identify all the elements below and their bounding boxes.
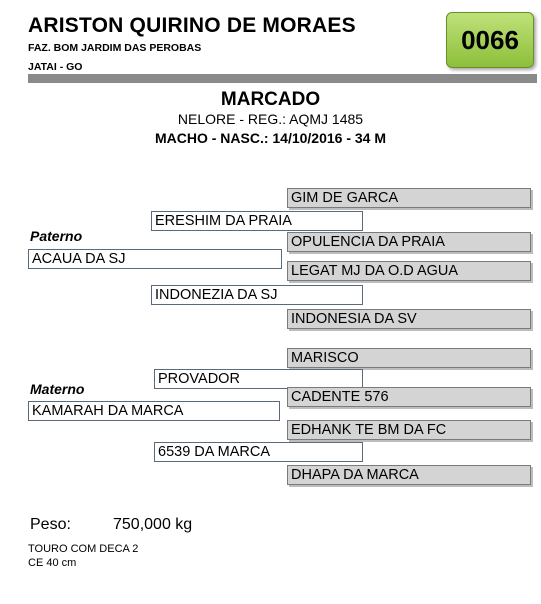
paternal-label: Paterno bbox=[30, 228, 83, 244]
pedigree-dam-dam: 6539 DA MARCA bbox=[154, 442, 363, 462]
farm-name: FAZ. BOM JARDIM DAS PEROBAS bbox=[28, 42, 202, 54]
header-divider bbox=[28, 74, 537, 83]
weight-value: 750,000 kg bbox=[113, 516, 193, 533]
maternal-label: Materno bbox=[30, 381, 85, 397]
note-line-2: CE 40 cm bbox=[28, 557, 77, 569]
breed-registration: NELORE - REG.: AQMJ 1485 bbox=[177, 111, 364, 127]
animal-name: MARCADO bbox=[220, 89, 321, 110]
pedigree-dam: KAMARAH DA MARCA bbox=[28, 401, 280, 421]
pedigree-dam-sire: PROVADOR bbox=[154, 369, 363, 389]
pedigree-sire-dam-sire: LEGAT MJ DA O.D AGUA bbox=[287, 261, 531, 281]
farm-location: JATAI - GO bbox=[28, 61, 83, 73]
owner-name: ARISTON QUIRINO DE MORAES bbox=[28, 14, 356, 37]
pedigree-sire-sire: ERESHIM DA PRAIA bbox=[151, 211, 363, 231]
pedigree-sire: ACAUA DA SJ bbox=[28, 249, 282, 269]
weight-label: Peso: bbox=[30, 516, 71, 533]
pedigree-sire-dam-dam: INDONESIA DA SV bbox=[287, 309, 531, 329]
pedigree-dam-dam-sire: EDHANK TE BM DA FC bbox=[287, 420, 531, 440]
pedigree-dam-sire-sire: MARISCO bbox=[287, 348, 531, 368]
lot-number-badge: 0066 bbox=[446, 12, 534, 68]
pedigree-sire-dam: INDONEZIA DA SJ bbox=[151, 285, 363, 305]
pedigree-sire-sire-dam: OPULENCIA DA PRAIA bbox=[287, 232, 531, 252]
pedigree-sire-sire-sire: GIM DE GARCA bbox=[287, 188, 531, 208]
note-line-1: TOURO COM DECA 2 bbox=[28, 543, 139, 555]
pedigree-dam-dam-dam: DHAPA DA MARCA bbox=[287, 465, 531, 485]
sex-birth-age: MACHO - NASC.: 14/10/2016 - 34 M bbox=[154, 130, 387, 146]
pedigree-dam-sire-dam: CADENTE 576 bbox=[287, 387, 531, 407]
